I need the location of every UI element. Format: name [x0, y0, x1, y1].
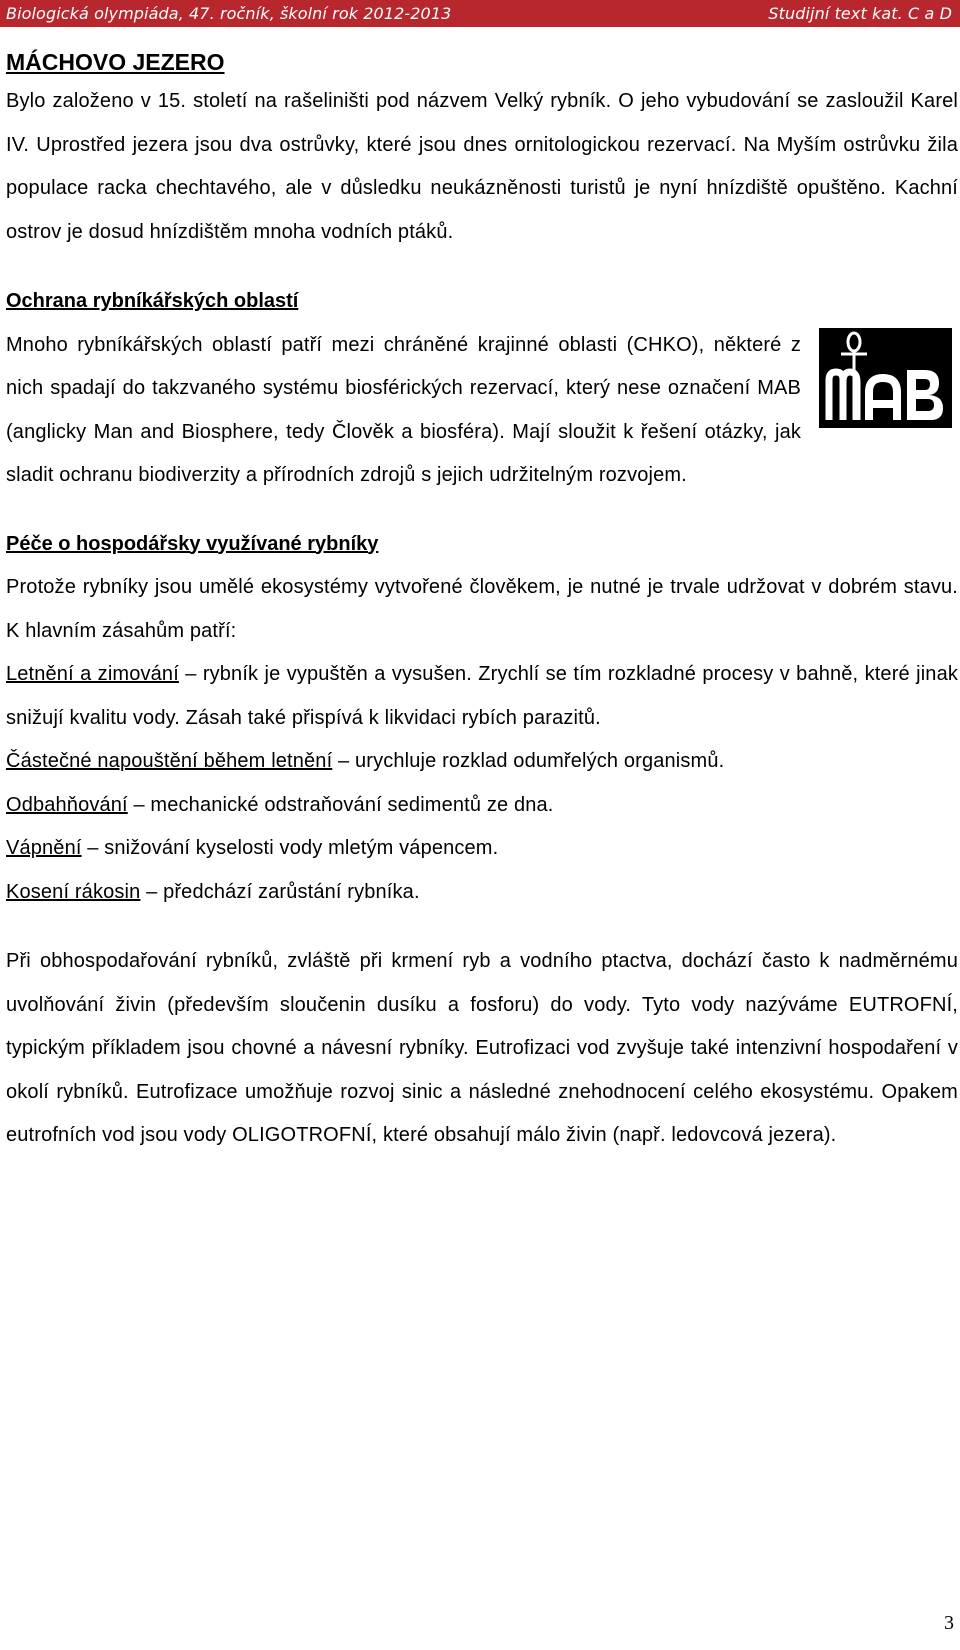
mab-logo-graphic	[819, 328, 952, 428]
list-item	[6, 871, 958, 915]
list-item-term: Částečné napouštění během letnění	[6, 750, 333, 772]
section3-intro: Protože rybníky jsou umělé ekosystémy vytvořené člověkem, je nutné je trvale udržovat v dobrém stavu. K hlavním zásahům patří:	[6, 576, 958, 642]
list-item-desc: – urychluje rozklad odumřelých organismů.	[332, 750, 725, 772]
content	[6, 44, 958, 1158]
section-title-pece: Péče o hospodářsky využívané rybníky	[6, 532, 379, 555]
list-item	[6, 827, 958, 871]
section2-paragraph: Mnoho rybníkářských oblastí patří mezi chráněné krajinné oblasti (CHKO), některé z nich spadají do takzvaného systému biosférických rezervací, který nese označení MAB (anglicky Man and Biosphere, tedy Člověk a biosféra). Mají sloužit k řešení otázky, jak sladit ochranu biodiverzity a přírodních zdrojů s jejich udržitelným rozvojem.	[6, 333, 801, 486]
list-item-term: Letnění a zimování	[6, 663, 179, 685]
list-item	[6, 784, 958, 828]
list-item-desc: – předchází zarůstání rybníka.	[140, 880, 420, 903]
list-item-term: Odbahňování	[6, 793, 128, 816]
list-item-desc: – snižování kyselosti vody mletým vápencem.	[81, 837, 499, 859]
header-left-text: Biologická olympiáda, 47. ročník, školní rok 2012-2013	[6, 4, 452, 23]
section-title-machovo-jezero: MÁCHOVO JEZERO	[6, 49, 225, 75]
list-item	[6, 740, 958, 784]
mab-logo-icon	[819, 328, 952, 428]
list-item-desc: – rybník je vypuštěn a vysušen. Zrychlí se tím rozkladné procesy v bahně, které jinak snižují kvalitu vody. Zásah také přispívá k likvidaci rybích parazitů.	[6, 663, 958, 729]
section1-paragraph: Bylo založeno v 15. století na rašeliništi pod názvem Velký rybník. O jeho vybudování se zasloužil Karel IV. Uprostřed jezera jsou dva ostrůvky, které jsou dnes ornitologickou rezervací. Na Myším ostrůvku žila populace racka chechtavého, ale v důsledku neukázněnosti turistů je nyní hnízdiště opuštěno. Kachní ostrov je dosud hnízdištěm mnoha vodních ptáků.	[6, 90, 958, 243]
list-item-term: Kosení rákosin	[6, 880, 141, 903]
section4-paragraph: Při obhospodařování rybníků, zvláště při krmení ryb a vodního ptactva, dochází často k nadměrnému uvolňování živin (především sloučenin dusíku a fosforu) do vody. Tyto vody nazýváme EUTROFNÍ, typickým příkladem jsou chovné a návesní rybníky. Eutrofizaci vod zvyšuje také intenzivní hospodaření v okolí rybníků. Eutrofizace umožňuje rozvoj sinic a následné znehodnocení celého ekosystému. Opakem eutrofních vod jsou vody OLIGOTROFNÍ, které obsahují málo živin (např. ledovcová jezera).	[6, 950, 958, 1146]
list-item-desc: – mechanické odstraňování sedimentů ze dna.	[127, 793, 554, 816]
list-item-term: Vápnění	[6, 837, 82, 859]
page-number: 3	[944, 1612, 954, 1634]
header-right-text: Studijní text kat. C a D	[768, 4, 952, 23]
mab-section	[6, 324, 958, 498]
header-bar	[0, 0, 960, 27]
list-item	[6, 653, 958, 740]
section-title-ochrana: Ochrana rybníkářských oblastí	[6, 290, 299, 312]
